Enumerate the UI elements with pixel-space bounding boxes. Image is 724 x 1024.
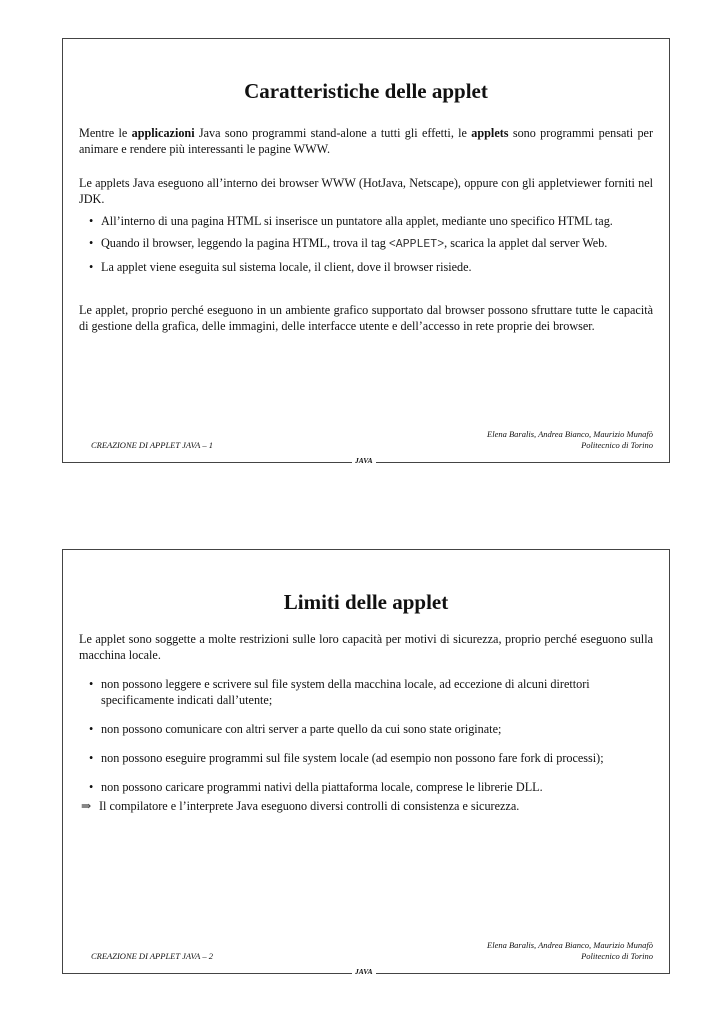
text: Mentre le — [79, 126, 132, 140]
list-item — [89, 750, 653, 766]
slide-title: Caratteristiche delle applet — [244, 79, 488, 103]
code-tag: <APPLET> — [388, 238, 445, 251]
slide-title: Limiti delle applet — [283, 590, 449, 614]
list-item — [89, 676, 653, 708]
bullet-icon: • — [89, 751, 94, 765]
paragraph-capabilities: Le applet, proprio perché eseguono in un ambiente grafico supportato dal browser possono sfruttare tutte le capacità di gestione della grafica, delle immagini, delle interfacce utente e dell’accesso in rete proprie dei browser. — [79, 303, 653, 333]
implication-line — [81, 798, 653, 814]
bullet-icon: • — [89, 677, 94, 691]
bullet-icon: • — [89, 260, 94, 274]
footer-slide-number: CREAZIONE DI APPLET JAVA – 2 — [91, 951, 213, 961]
list-item-text: non possono caricare programmi nativi della piattaforma locale, comprese le librerie DLL. — [101, 780, 543, 794]
implication-text: Il compilatore e l’interprete Java eseguono diversi controlli di consistenza e sicurezza. — [99, 799, 520, 813]
paragraph-restrictions: Le applet sono soggette a molte restrizioni sulle loro capacità per motivi di sicurezza, proprio perché eseguono sulla macchina locale. — [79, 632, 653, 662]
bold-term: applets — [471, 126, 509, 140]
java-label: JAVA — [352, 967, 376, 976]
bullet-icon: • — [89, 780, 94, 794]
bullet-icon: • — [89, 214, 94, 228]
slide-2 — [62, 549, 670, 974]
list-item-text: non possono leggere e scrivere sul file system della macchina locale, ad eccezione di alcuni direttori specificamente indicati dall’utente; — [101, 677, 590, 707]
implies-arrow-icon: ⇒ — [81, 799, 92, 813]
slide-1 — [62, 38, 670, 463]
text: sono programmi pensati per animare e rendere più interessanti le pagine WWW. — [79, 126, 654, 156]
footer-credits — [487, 940, 653, 961]
list-item — [89, 779, 653, 795]
bold-term: applicazioni — [131, 126, 195, 140]
list-item-text: La applet viene eseguita sul sistema locale, il client, dove il browser risiede. — [101, 260, 472, 274]
list-item-text: , scarica la applet dal server Web. — [444, 236, 608, 250]
footer-authors: Elena Baralis, Andrea Bianco, Maurizio Munafò — [487, 429, 653, 439]
footer-slide-number: CREAZIONE DI APPLET JAVA – 1 — [91, 440, 213, 450]
list-item-text: All’interno di una pagina HTML si inserisce un puntatore alla applet, mediante uno specifico HTML tag. — [101, 214, 613, 228]
paragraph-browsers: Le applets Java eseguono all’interno dei browser WWW (HotJava, Netscape), oppure con gli appletviewer forniti nel JDK. — [79, 176, 653, 206]
list-item-text: non possono comunicare con altri server a parte quello da cui sono state originate; — [101, 722, 502, 736]
list-item — [89, 259, 653, 275]
list-item — [89, 721, 653, 737]
list-item — [89, 213, 653, 229]
java-label: JAVA — [352, 456, 376, 465]
bullet-icon: • — [89, 722, 94, 736]
footer-institution: Politecnico di Torino — [581, 950, 653, 961]
text: Java sono programmi stand-alone a tutti gli effetti, le — [194, 126, 472, 140]
footer-credits — [487, 429, 653, 450]
bullet-list — [89, 213, 653, 275]
list-item-text: non possono eseguire programmi sul file system locale (ad esempio non possono fare fork di processi); — [101, 751, 604, 765]
bullet-icon: • — [89, 236, 94, 250]
list-item-text: Quando il browser, leggendo la pagina HTML, trova il tag — [101, 236, 389, 250]
footer-authors: Elena Baralis, Andrea Bianco, Maurizio Munafò — [487, 940, 653, 950]
paragraph-intro — [79, 125, 653, 157]
list-item — [89, 235, 653, 253]
bullet-list — [89, 676, 653, 795]
footer-institution: Politecnico di Torino — [581, 439, 653, 450]
